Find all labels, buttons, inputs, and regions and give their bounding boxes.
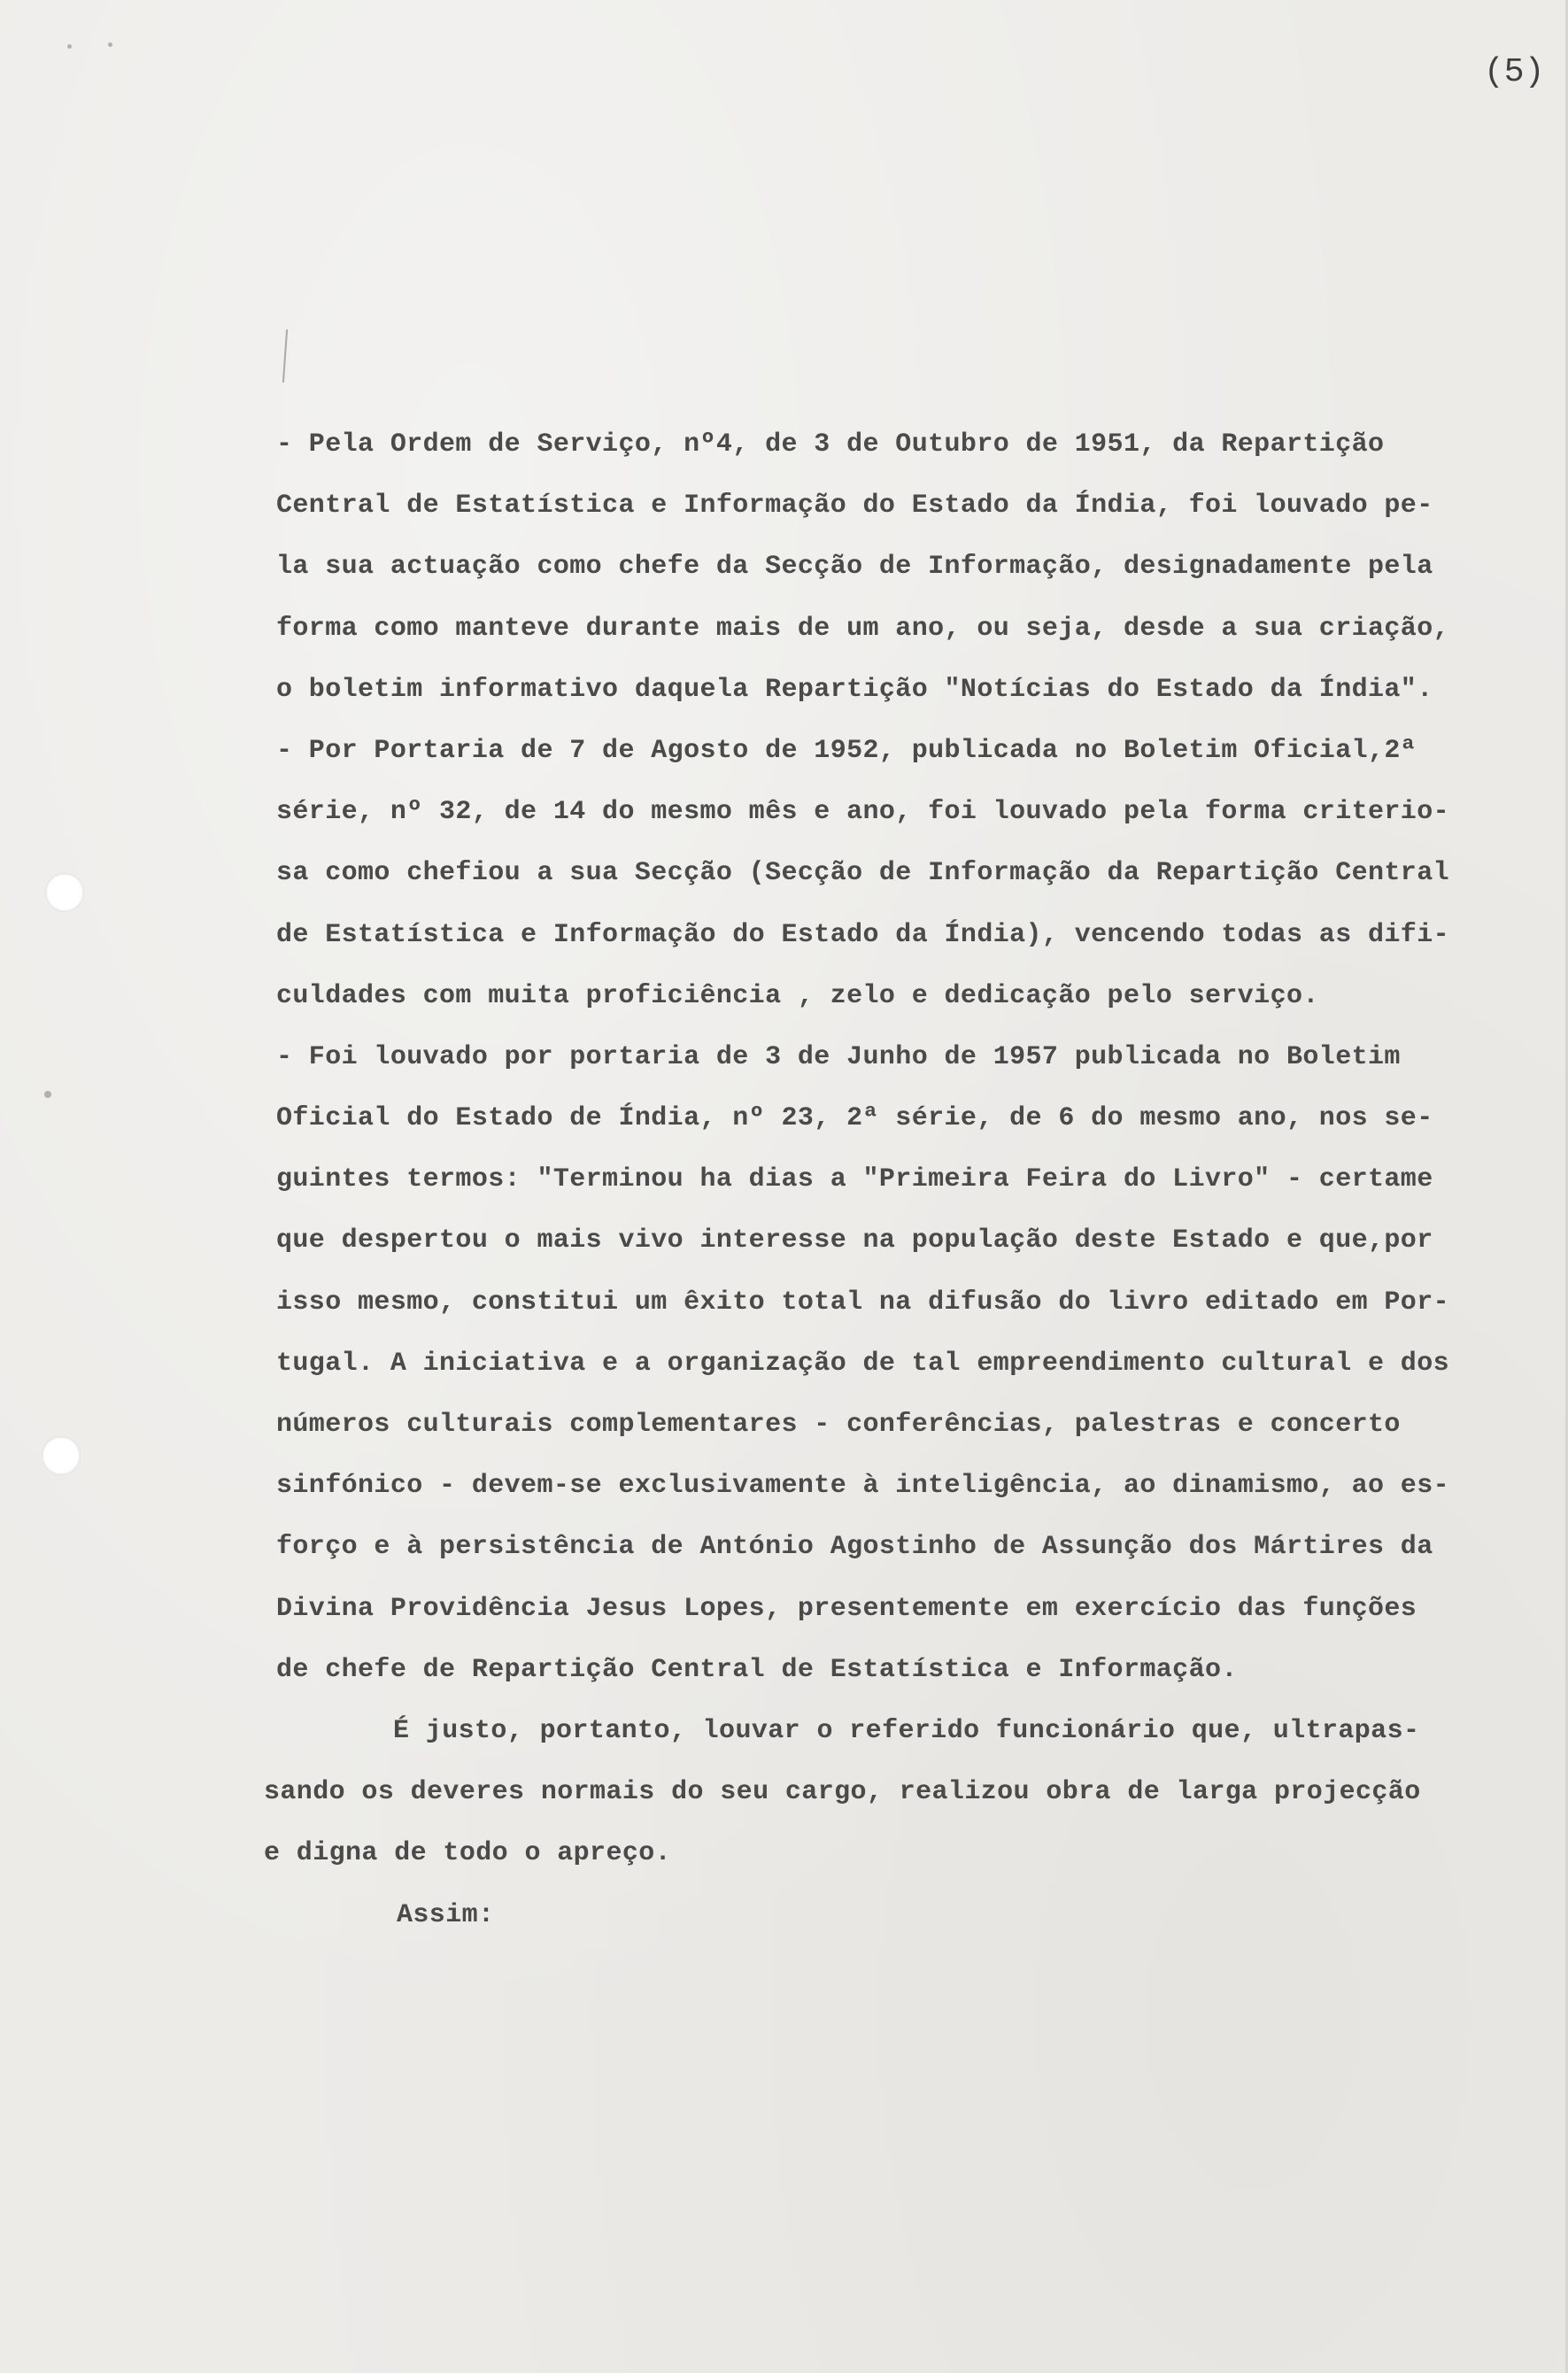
text-line: la sua actuação como chefe da Secção de Informação, designadamente pela xyxy=(276,552,1433,583)
text-line: isso mesmo, constitui um êxito total na difusão do livro editado em Por- xyxy=(276,1287,1450,1318)
paper-speck xyxy=(67,44,72,49)
text-line: série, nº 32, de 14 do mesmo mês e ano, foi louvado pela forma criterio- xyxy=(276,797,1450,828)
punch-hole xyxy=(45,873,84,912)
text-line: sinfónico - devem-se exclusivamente à inteligência, ao dinamismo, ao es- xyxy=(276,1471,1450,1502)
text-line: forço e à persistência de António Agostinho de Assunção dos Mártires da xyxy=(276,1532,1433,1563)
paper-speck xyxy=(44,1091,51,1098)
text-line: Assim: xyxy=(397,1899,495,1930)
text-line: culdades com muita proficiência , zelo e dedicação pelo serviço. xyxy=(276,980,1319,1011)
text-line: Divina Providência Jesus Lopes, presentemente em exercício das funções xyxy=(276,1593,1417,1624)
text-line: Central de Estatística e Informação do Estado da Índia, foi louvado pe- xyxy=(276,491,1433,522)
text-line: guintes termos: "Terminou ha dias a "Primeira Feira do Livro" - certame xyxy=(276,1164,1433,1195)
text-line: Oficial do Estado de Índia, nº 23, 2ª série, de 6 do mesmo ano, nos se- xyxy=(276,1103,1433,1134)
text-line: tugal. A iniciativa e a organização de tal empreendimento cultural e dos xyxy=(276,1348,1450,1379)
text-line: - Por Portaria de 7 de Agosto de 1952, publicada no Boletim Oficial,2ª xyxy=(276,735,1417,766)
text-line: o boletim informativo daquela Repartição "Notícias do Estado da Índia". xyxy=(276,674,1433,705)
text-line: É justo, portanto, louvar o referido funcionário que, ultrapas- xyxy=(393,1715,1420,1746)
text-line: - Foi louvado por portaria de 3 de Junho de 1957 publicada no Boletim xyxy=(276,1041,1401,1072)
text-line: - Pela Ordem de Serviço, nº4, de 3 de Outubro de 1951, da Repartição xyxy=(276,429,1385,460)
typewritten-body xyxy=(264,414,1551,1946)
text-line: de Estatística e Informação do Estado da Índia), vencendo todas as difi- xyxy=(276,919,1450,950)
text-line: e digna de todo o apreço. xyxy=(264,1838,672,1869)
text-line: sa como chefiou a sua Secção (Secção de Informação da Repartição Central xyxy=(276,858,1450,889)
text-line: sando os deveres normais do seu cargo, realizou obra de larga projecção xyxy=(264,1777,1421,1808)
text-line: de chefe de Repartição Central de Estatística e Informação. xyxy=(276,1654,1238,1685)
pencil-mark xyxy=(282,329,288,383)
text-line: que despertou o mais vivo interesse na população deste Estado e que,por xyxy=(276,1225,1433,1256)
text-line: forma como manteve durante mais de um ano, ou seja, desde a sua criação, xyxy=(276,613,1450,644)
punch-hole xyxy=(42,1436,81,1475)
text-line: números culturais complementares - conferências, palestras e concerto xyxy=(276,1410,1401,1440)
paper-speck xyxy=(108,43,112,47)
page-number: (5) xyxy=(1484,53,1545,91)
